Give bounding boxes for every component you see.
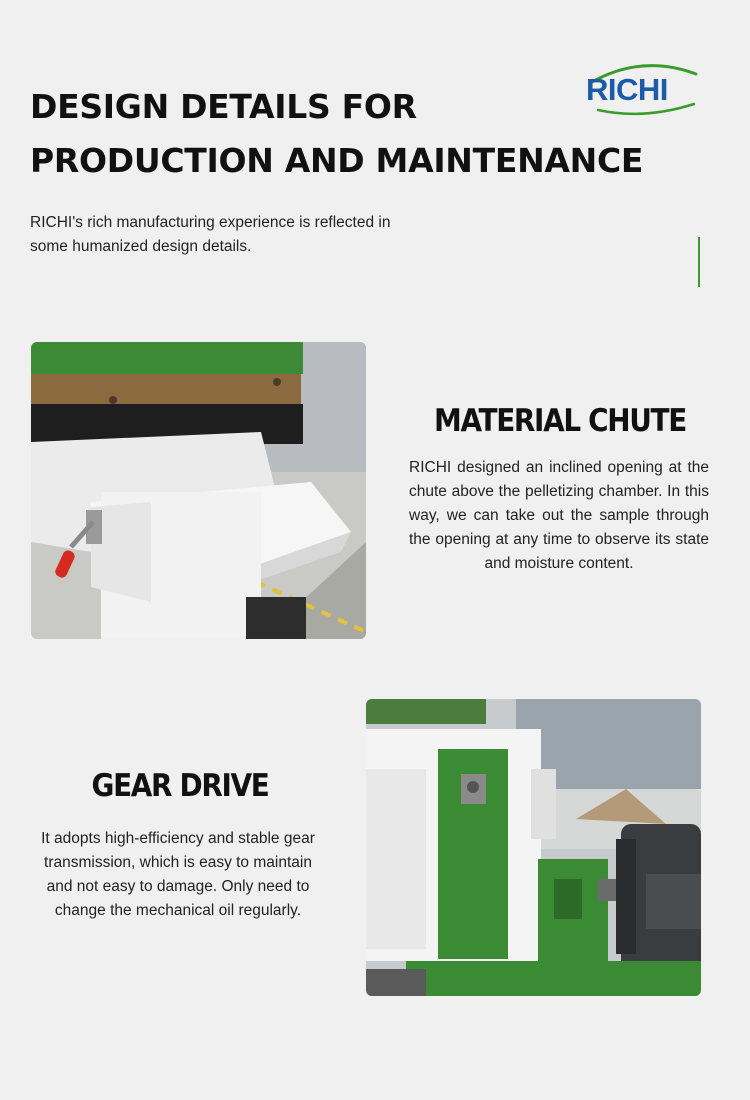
accent-divider xyxy=(698,237,700,287)
section-body-gear-drive: It adopts high-efficiency and stable gear transmission, which is easy to maintain and not easy to damage. Only need to change the mechanical oil regularly. xyxy=(41,830,315,919)
page-title-line-2: PRODUCTION AND MAINTENANCE xyxy=(30,141,644,180)
richi-logo xyxy=(584,60,704,116)
section-body-material-chute: RICHI designed an inclined opening at the chute above the pelletizing chamber. In this way, we can take out the sample through the opening at any time to observe its state and moisture content. xyxy=(409,459,709,572)
page-title-line-1: DESIGN DETAILS FOR xyxy=(30,87,417,126)
gear-drive-photo xyxy=(366,699,701,996)
material-chute-photo xyxy=(31,342,366,639)
section-title-material-chute: MATERIAL CHUTE xyxy=(434,403,686,439)
section-title-gear-drive: GEAR DRIVE xyxy=(91,768,269,804)
page-title xyxy=(30,80,643,188)
logo-text: RICHI xyxy=(586,72,668,107)
intro-text: RICHI's rich manufacturing experience is reflected in some humanized design details. xyxy=(30,214,391,255)
